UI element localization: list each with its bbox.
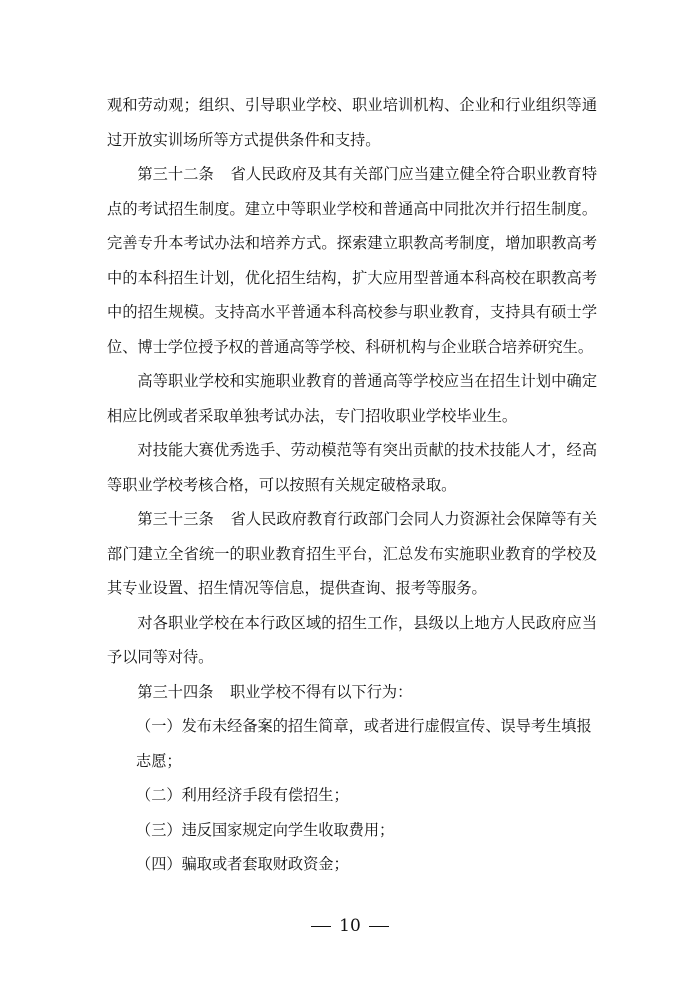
- paragraph-text: 省人民政府及其有关部门应当建立健全符合职业教育特点的考试招生制度。建立中等职业学校和普通高中同批次并行招生制度。完善专升本考试办法和培养方式。探索建立职教高考制度，增加职教高考中的本科招生计划，优化招生结构，扩大应用型普通本科高校在职教高考中的招生规模。支持高水平普通本科高校参与职业教育，支持具有硕士学位、博士学位授予权的普通高等学校、科研机构与企业联合培养研究生。: [107, 165, 598, 356]
- paragraph-text: 职业学校不得有以下行为：: [230, 682, 413, 701]
- paragraph-text: 省人民政府教育行政部门会同人力资源社会保障等有关部门建立全省统一的职业教育招生平台，汇总发布实施职业教育的学校及其专业设置、招生情况等信息，提供查询、报考等服务。: [107, 510, 598, 597]
- footer-dash-left: [311, 926, 331, 927]
- list-item: （三）违反国家规定向学生收取费用；: [136, 820, 395, 839]
- article-32-paragraph: [107, 157, 597, 364]
- paragraph-text: 观和劳动观；组织、引导职业学校、职业培训机构、企业和行业组织等通过开放实训场所等方式提供条件和支持。: [107, 96, 597, 149]
- footer-dash-right: [369, 926, 389, 927]
- article-number: 第三十二条: [137, 165, 214, 183]
- paragraph-text: 对各职业学校在本行政区域的招生工作，县级以上地方人民政府应当予以同等对待。: [107, 613, 597, 666]
- list-item: （四）骗取或者套取财政资金；: [136, 855, 349, 873]
- article-number: 第三十三条: [137, 510, 214, 528]
- article-33-paragraph: [107, 502, 597, 606]
- page-footer: [0, 916, 700, 936]
- page-number: 10: [339, 916, 361, 936]
- paragraph: [107, 364, 597, 433]
- paragraph: [107, 606, 597, 675]
- paragraph: [107, 433, 597, 502]
- paragraph-text: 高等职业学校和实施职业教育的普通高等学校应当在招生计划中确定相应比例或者采取单独考试办法，专门招收职业学校毕业生。: [107, 372, 597, 425]
- article-34-paragraph: [107, 675, 597, 710]
- list-item: （一）发布未经备案的招生简章，或者进行虚假宣传、误导考生填报志愿；: [136, 717, 592, 770]
- article-number: 第三十四条: [137, 682, 214, 701]
- paragraph-text: 对技能大赛优秀选手、劳动模范等有突出贡献的技术技能人才，经高等职业学校考核合格，可以按照有关规定破格录取。: [107, 441, 597, 494]
- paragraph-continuation: [107, 88, 597, 157]
- body-text: [107, 88, 597, 882]
- list-item: （二）利用经济手段有偿招生；: [136, 786, 349, 804]
